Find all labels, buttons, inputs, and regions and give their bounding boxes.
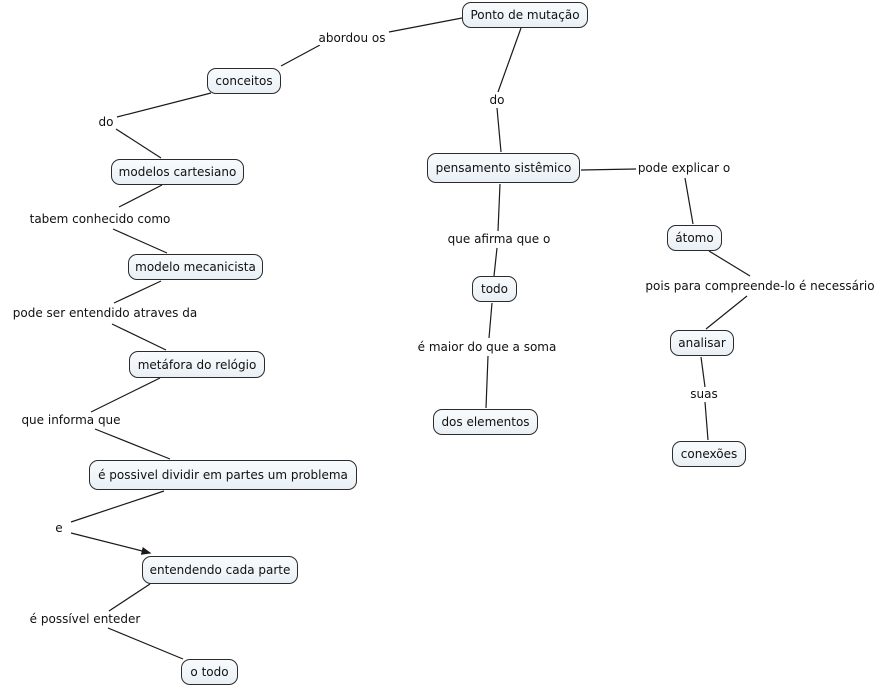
link-label-que-afirma-que-o[interactable]: que afirma que o — [447, 232, 551, 246]
node-dividir-em-partes[interactable]: é possivel dividir em partes um problema — [89, 460, 357, 490]
link-label-pode-explicar-o[interactable]: pode explicar o — [637, 161, 731, 175]
link-line — [112, 324, 166, 350]
link-line — [685, 178, 693, 224]
link-line — [119, 185, 162, 207]
link-line — [95, 429, 170, 459]
link-label-do-meio[interactable]: do — [489, 93, 505, 107]
node-o-todo[interactable]: o todo — [181, 659, 238, 685]
node-analisar[interactable]: analisar — [670, 330, 734, 356]
link-line — [114, 281, 161, 303]
link-line — [113, 229, 167, 253]
link-line — [494, 248, 497, 276]
link-label-tabem-conhecido-como[interactable]: tabem conhecido como — [29, 212, 171, 226]
link-line — [109, 584, 150, 611]
link-line-arrow — [71, 533, 150, 553]
node-conexoes[interactable]: conexões — [672, 441, 746, 467]
link-line — [116, 129, 161, 158]
link-line — [706, 296, 747, 329]
link-line — [71, 491, 164, 522]
node-entendendo-cada-parte[interactable]: entendendo cada parte — [142, 556, 298, 584]
link-label-e-maior-que-a-soma[interactable]: é maior do que a soma — [417, 340, 557, 354]
node-modelo-mecanicista[interactable]: modelo mecanicista — [128, 254, 263, 280]
link-label-e-possivel-enteder[interactable]: é possível enteder — [29, 612, 141, 626]
link-line — [709, 251, 750, 276]
link-line — [281, 45, 320, 66]
link-line — [581, 169, 636, 170]
link-label-que-informa-que[interactable]: que informa que — [21, 413, 121, 427]
node-atomo[interactable]: átomo — [667, 225, 722, 251]
link-line — [701, 357, 705, 387]
node-todo[interactable]: todo — [472, 276, 517, 302]
link-line — [489, 303, 492, 338]
node-pensamento-sistemico[interactable]: pensamento sistêmico — [427, 153, 580, 183]
link-line — [705, 402, 708, 440]
node-ponto-de-mutacao[interactable]: Ponto de mutação — [462, 2, 588, 28]
node-modelos-cartesiano[interactable]: modelos cartesiano — [111, 159, 244, 185]
link-line — [117, 93, 211, 117]
node-dos-elementos[interactable]: dos elementos — [433, 409, 538, 435]
link-line — [498, 184, 500, 231]
link-label-pois-para-compreende-lo[interactable]: pois para compreende-lo é necessário — [645, 279, 875, 293]
link-line — [389, 18, 462, 32]
link-label-do-esquerda[interactable]: do — [98, 115, 114, 129]
link-label-suas[interactable]: suas — [690, 387, 718, 401]
link-label-abordou-os[interactable]: abordou os — [318, 31, 386, 45]
node-metafora-do-relogio[interactable]: metáfora do relógio — [129, 351, 265, 378]
link-line — [498, 28, 521, 92]
link-line — [108, 628, 183, 659]
link-line — [497, 108, 501, 152]
link-label-e[interactable]: e — [55, 521, 63, 535]
node-conceitos[interactable]: conceitos — [207, 68, 281, 94]
link-line — [486, 356, 488, 408]
link-line — [91, 378, 160, 412]
link-label-pode-ser-entendido[interactable]: pode ser entendido atraves da — [12, 306, 198, 320]
